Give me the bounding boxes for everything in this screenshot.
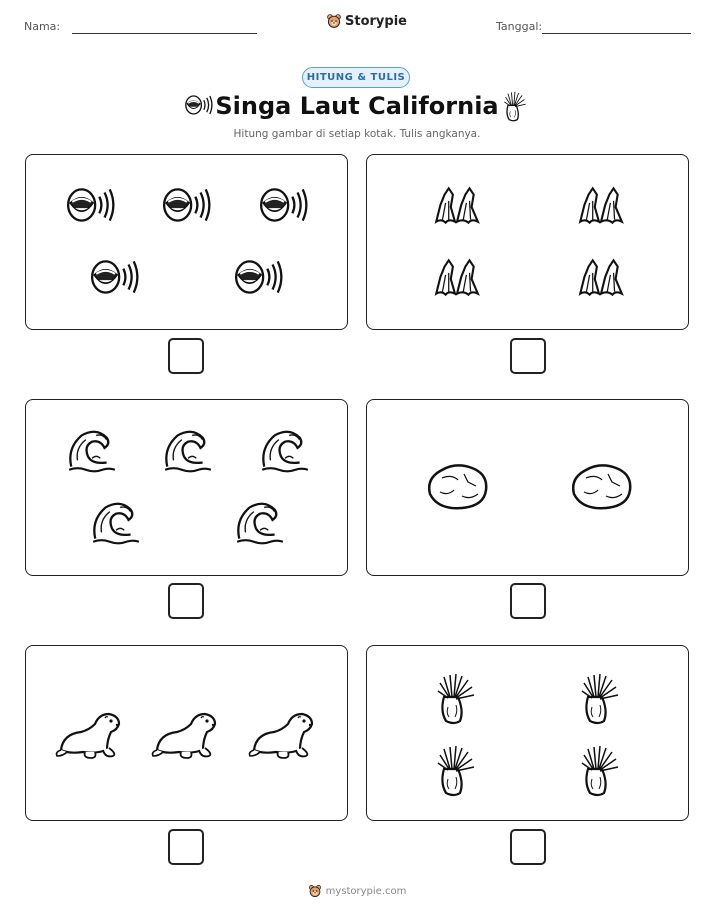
name-label: Nama: [24, 20, 61, 33]
answer-box-5[interactable] [168, 829, 204, 865]
wave-icon [233, 499, 285, 545]
mouth-sound-icon [65, 184, 117, 226]
rock-icon [566, 460, 636, 512]
count-card-3 [25, 399, 348, 576]
flipper-icon [574, 184, 626, 226]
activity-badge: HITUNG & TULIS [302, 67, 410, 88]
storypie-logo [326, 13, 407, 29]
wave-icon [258, 427, 310, 473]
answer-box-4[interactable] [510, 583, 546, 619]
page-title: Singa Laut California [215, 92, 499, 120]
sea-lion-icon [151, 706, 221, 760]
sea-anemone-icon [502, 90, 528, 122]
answer-box-1[interactable] [168, 338, 204, 374]
footer-url[interactable]: mystorypie.com [325, 885, 407, 897]
wave-icon [65, 427, 117, 473]
count-card-2 [366, 154, 689, 330]
instructions: Hitung gambar di setiap kotak. Tulis angkanya. [233, 128, 481, 140]
wave-icon [89, 499, 141, 545]
sea-anemone-icon [434, 671, 478, 725]
bear-logo-icon [308, 884, 322, 898]
wave-icon [161, 427, 213, 473]
sea-anemone-icon [578, 671, 622, 725]
flipper-icon [430, 256, 482, 298]
sea-lion-icon [55, 706, 125, 760]
answer-box-3[interactable] [168, 583, 204, 619]
sea-lion-icon [248, 706, 318, 760]
answer-box-2[interactable] [510, 338, 546, 374]
count-card-6 [366, 645, 689, 821]
date-field[interactable] [542, 33, 691, 34]
answer-box-6[interactable] [510, 829, 546, 865]
count-card-5 [25, 645, 348, 821]
mouth-sound-icon [258, 184, 310, 226]
bear-logo-icon [326, 13, 342, 29]
flipper-icon [430, 184, 482, 226]
sea-anemone-icon [434, 743, 478, 797]
date-label: Tanggal: [496, 20, 543, 33]
count-card-1 [25, 154, 348, 330]
logo-text: Storypie [345, 13, 407, 29]
mouth-sound-icon [233, 256, 285, 298]
mouth-sound-icon [161, 184, 213, 226]
mouth-sound-icon [89, 256, 141, 298]
flipper-icon [574, 256, 626, 298]
rock-icon [422, 460, 492, 512]
count-card-4 [366, 399, 689, 576]
footer [0, 884, 714, 898]
sea-anemone-icon [578, 743, 622, 797]
name-field[interactable] [72, 33, 257, 34]
